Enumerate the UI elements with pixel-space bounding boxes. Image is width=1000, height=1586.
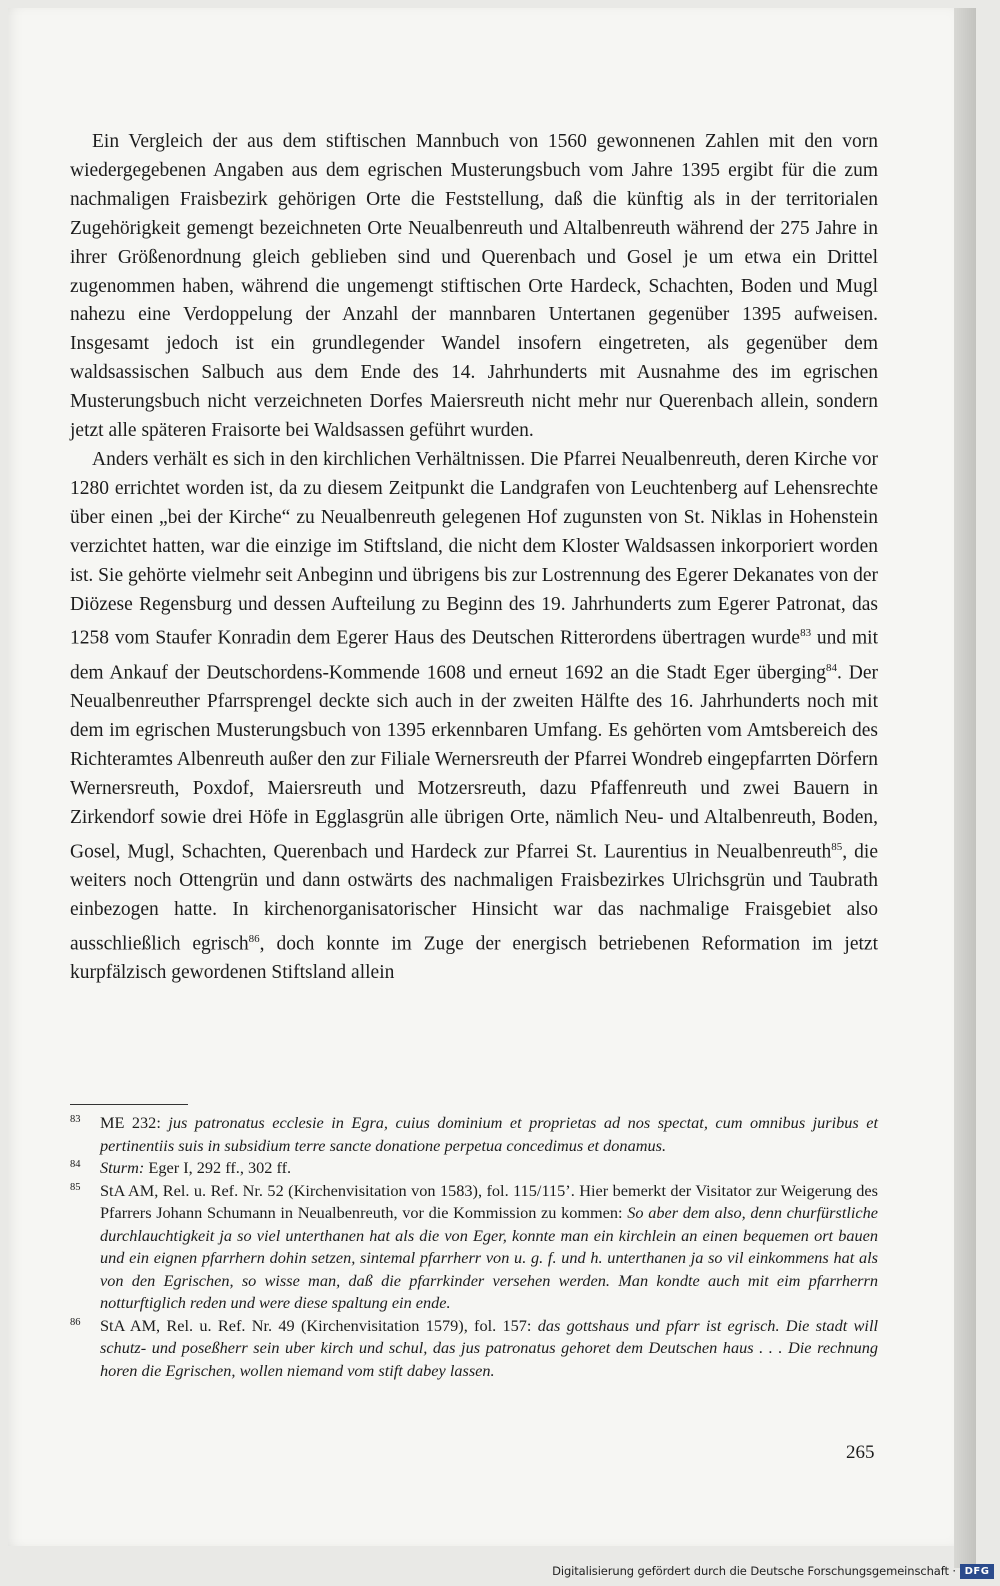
footnotes bbox=[70, 1112, 878, 1382]
footnote-84 bbox=[70, 1157, 878, 1180]
page-number: 265 bbox=[846, 1442, 875, 1463]
paragraph-text: . Der Neualbenreuther Pfarrsprengel deckte sich auch in der zweiten Hälfte des 16. Jahrhunderts noch mit dem im egrischen Musterungsbuch von 1395 erkennbaren Umfang. Es gehörten vom Amtsbereich des Richteramtes Albenreuth außer den zur Filiale Wernersreuth der Pfarrei Wondreb eingepfarrten Dörfern Wernersreuth, Poxdof, Maiersreuth und Motzersreuth, dazu Pfaffenreuth und zwei Bauern in Zirkendorf sowie drei Höfe in Egglasgrün alle übrigen Orte, nämlich Neu- und Altalbenreuth, Boden, Gosel, Mugl, Schachten, Querenbach und Hardeck zur Pfarrei St. Laurentius in Neualbenreuth bbox=[70, 662, 878, 863]
footnote-text: ME 232: bbox=[100, 1113, 169, 1132]
dfg-logo-icon: DFG bbox=[960, 1564, 994, 1579]
paragraph-text: , die weiters noch Ottengrün und dann ostwärts des nachmaligen Fraisbezirkes Ulrichsgrün und Taubrath einbezogen hatte. In kirchenorganisatorischer Hinsicht war das nachmalige Fraisgebiet also ausschließlich egrisch bbox=[70, 841, 878, 955]
footnote-number: 85 bbox=[70, 1181, 81, 1193]
footnote-reference[interactable]: 86 bbox=[248, 932, 260, 945]
footnote-quote: das gottshaus und pfarr ist egrisch. Die stadt will schutz- und poseßherr sein uber kirch und schul, das jus patronatus gehoret dem Deutschen haus . . . Die rechnung horen die Egrischen, wollen niemand vom stift dabey lassen. bbox=[100, 1315, 878, 1380]
footnote-85 bbox=[70, 1180, 878, 1315]
footnote-number: 84 bbox=[70, 1159, 81, 1170]
body-paragraph bbox=[70, 128, 878, 446]
body-text bbox=[70, 128, 878, 988]
footnote-86 bbox=[70, 1315, 878, 1383]
credit-text: Digitalisierung gefördert durch die Deutsche Forschungsgemeinschaft · bbox=[552, 1564, 956, 1578]
footnote-quote: So aber dem also, denn churfürstliche durchlauchtigkeit ja so viel unterthanen hat als die von Eger, konnte man ein kirchlein an einen bequemen ort bauen und ein eignen pfarrhern dohin setzen, sintemal pfarrherr von u. g. f. und h. unterthanen ja so vil einkommens hat als von den Egrischen, so wisse man, daß die pfarrkinder versehen werden. Man kondte auch mit eim pfarrherrn notturftiglich reden und were diese spaltung ein ende. bbox=[100, 1203, 878, 1312]
footnote-reference[interactable]: 84 bbox=[826, 661, 837, 674]
footnote-text: StA AM, Rel. u. Ref. Nr. 49 (Kirchenvisitation 1579), fol. 157: bbox=[100, 1315, 538, 1335]
digitization-credit bbox=[552, 1560, 994, 1582]
paragraph-text: , doch konnte im Zuge der energisch betriebenen Reformation im jetzt kurpfälzisch gewordenen Stiftsland allein bbox=[70, 933, 878, 984]
footnote-text: StA AM, Rel. u. Ref. Nr. 52 (Kirchenvisitation von 1583), fol. 115/115’. Hier bemerkt der Visitator zur Weigerung des Pfarrers Johann Schumann in Neualbenreuth, vor die Kommission zu kommen: bbox=[100, 1180, 878, 1222]
paragraph-text: Ein Vergleich der aus dem stiftischen Mannbuch von 1560 gewonnenen Zahlen mit den vorn wiedergegebenen Angaben aus dem egrischen Musterungsbuch vom Jahre 1395 ergibt für die zum nachmaligen Fraisbezirk gehörigen Orte die Feststellung, daß die künftig als in der territorialen Zugehörigkeit gemengt bezeichneten Orte Neualbenreuth und Altalbenreuth während der 275 Jahre in ihrer Größenordnung gleich geblieben sind und Querenbach und Gosel je um etwa ein Drittel zugenommen haben, während die ungemengt stiftischen Orte Hardeck, Schachten, Boden und Mugl nahezu eine Verdoppelung der Anzahl der mannbaren Untertanen gegenüber 1395 aufweisen. Insgesamt jedoch ist ein grundlegender Wandel insofern eingetreten, als gegenüber dem waldsassischen Salbuch aus dem Ende des 14. Jahrhunderts mit Ausnahme des im egrischen Musterungsbuch nicht verzeichneten Dorfes Maiersreuth nicht mehr nur Querenbach allein, sondern jetzt alle späteren Fraisorte bei Waldsassen geführt wurden. bbox=[70, 131, 878, 442]
paragraph-text: Anders verhält es sich in den kirchlichen Verhältnissen. Die Pfarrei Neualbenreuth, deren Kirche vor 1280 errichtet worden ist, da zu diesem Zeitpunkt die Landgrafen von Leuchtenberg auf Lehensrechte über einen „bei der Kirche“ zu Neualbenreuth gelegenen Hof zugunsten von St. Niklas in Hohenstein verzichtet hatten, war die einzige im Stiftsland, die nicht dem Kloster Waldsassen inkorporiert worden ist. Sie gehörte vielmehr seit Anbeginn und übrigens bis zur Lostrennung des Egerer Dekanates von der Diözese Regensburg und dessen Aufteilung zu Beginn des 19. Jahrhunderts zum Egerer Patronat, das 1258 vom Staufer Konradin dem Egerer Haus des Deutschen Ritterordens übertragen wurde bbox=[70, 448, 878, 649]
footnote-quote: jus patronatus ecclesie in Egra, cuius dominium et proprietas ad nos spectat, cum omnibus juribus et pertinentiis suis in subsidium terre sancte donatione perpetua concedimus et donamus. bbox=[100, 1113, 878, 1155]
footnote-reference[interactable]: 85 bbox=[831, 840, 843, 853]
footnote-number: 86 bbox=[70, 1316, 81, 1328]
footnote-text: Eger I, 292 ff., 302 ff. bbox=[144, 1158, 292, 1177]
paragraph-text: und mit dem Ankauf der Deutschordens-Kommende 1608 und erneut 1692 an die Stadt Eger überging bbox=[70, 627, 878, 684]
footnote-quote: Sturm: bbox=[100, 1158, 145, 1177]
footnote-number: 83 bbox=[70, 1114, 81, 1125]
scan-edge-shadow bbox=[954, 8, 976, 1568]
footnote-separator bbox=[70, 1104, 188, 1105]
footnote-83 bbox=[70, 1112, 878, 1157]
body-paragraph bbox=[70, 446, 878, 988]
scanned-page bbox=[8, 8, 976, 1546]
footnote-reference[interactable]: 83 bbox=[800, 627, 812, 640]
